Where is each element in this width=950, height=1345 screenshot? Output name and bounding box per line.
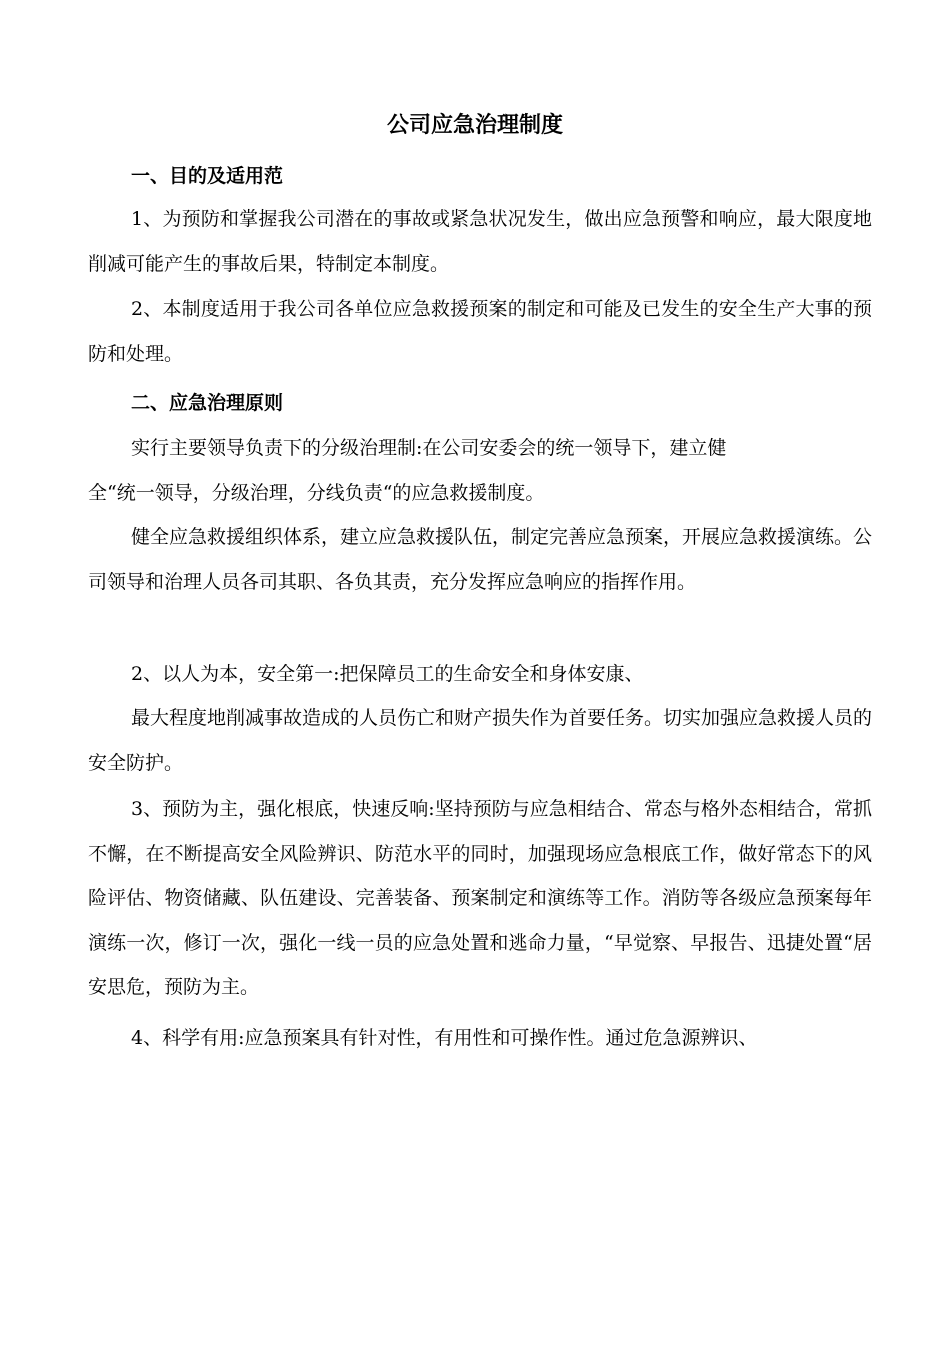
paragraph-principles-6: 4、科学有用:应急预案具有针对性，有用性和可操作性。通过危急源辨识、 xyxy=(131,1027,758,1049)
paragraph-principles-5: 3、预防为主，强化根底，快速反响:坚持预防与应急相结合、常态与格外态相结合，常抓不懈，在不断提高安全风险辨识、防范水平的同时，加强现场应急根底工作，做好常态下的风险评估、物资储藏、队伍建设、完善装备、预案制定和演练等工作。消防等各级应急预案每年演练一次，修订一次，强化一线一员的应急处置和逃命力量，“早觉察、早报告、迅捷处置“居安思危，预防为主。 xyxy=(88,798,872,999)
paragraph-principles-2: 健全应急救援组织体系，建立应急救援队伍，制定完善应急预案，开展应急救援演练。公司领导和治理人员各司其职、各负其责，充分发挥应急响应的指挥作用。 xyxy=(88,526,873,593)
document-title: 公司应急治理制度 xyxy=(386,113,563,138)
section-heading-principles: 二、应急治理原则 xyxy=(131,392,284,414)
paragraph-principles-1-line2: 全“统一领导，分级治理，分线负责“的应急救援制度。 xyxy=(88,482,545,504)
paragraph-principles-1-line1: 实行主要领导负责下的分级治理制:在公司安委会的统一领导下，建立健 xyxy=(131,437,727,459)
paragraph-principles-4: 最大程度地削减事故造成的人员伤亡和财产损失作为首要任务。切实加强应急救援人员的安全防护。 xyxy=(88,707,873,774)
section-heading-purpose: 一、目的及适用范 xyxy=(131,165,284,187)
paragraph-purpose-1: 1、为预防和掌握我公司潜在的事故或紧急状况发生，做出应急预警和响应，最大限度地削减可能产生的事故后果，特制定本制度。 xyxy=(88,208,872,275)
paragraph-principles-3: 2、以人为本，安全第一:把保障员工的生命安全和身体安康、 xyxy=(131,663,644,685)
paragraph-purpose-2: 2、本制度适用于我公司各单位应急救援预案的制定和可能及已发生的安全生产大事的预防和处理。 xyxy=(88,298,872,365)
